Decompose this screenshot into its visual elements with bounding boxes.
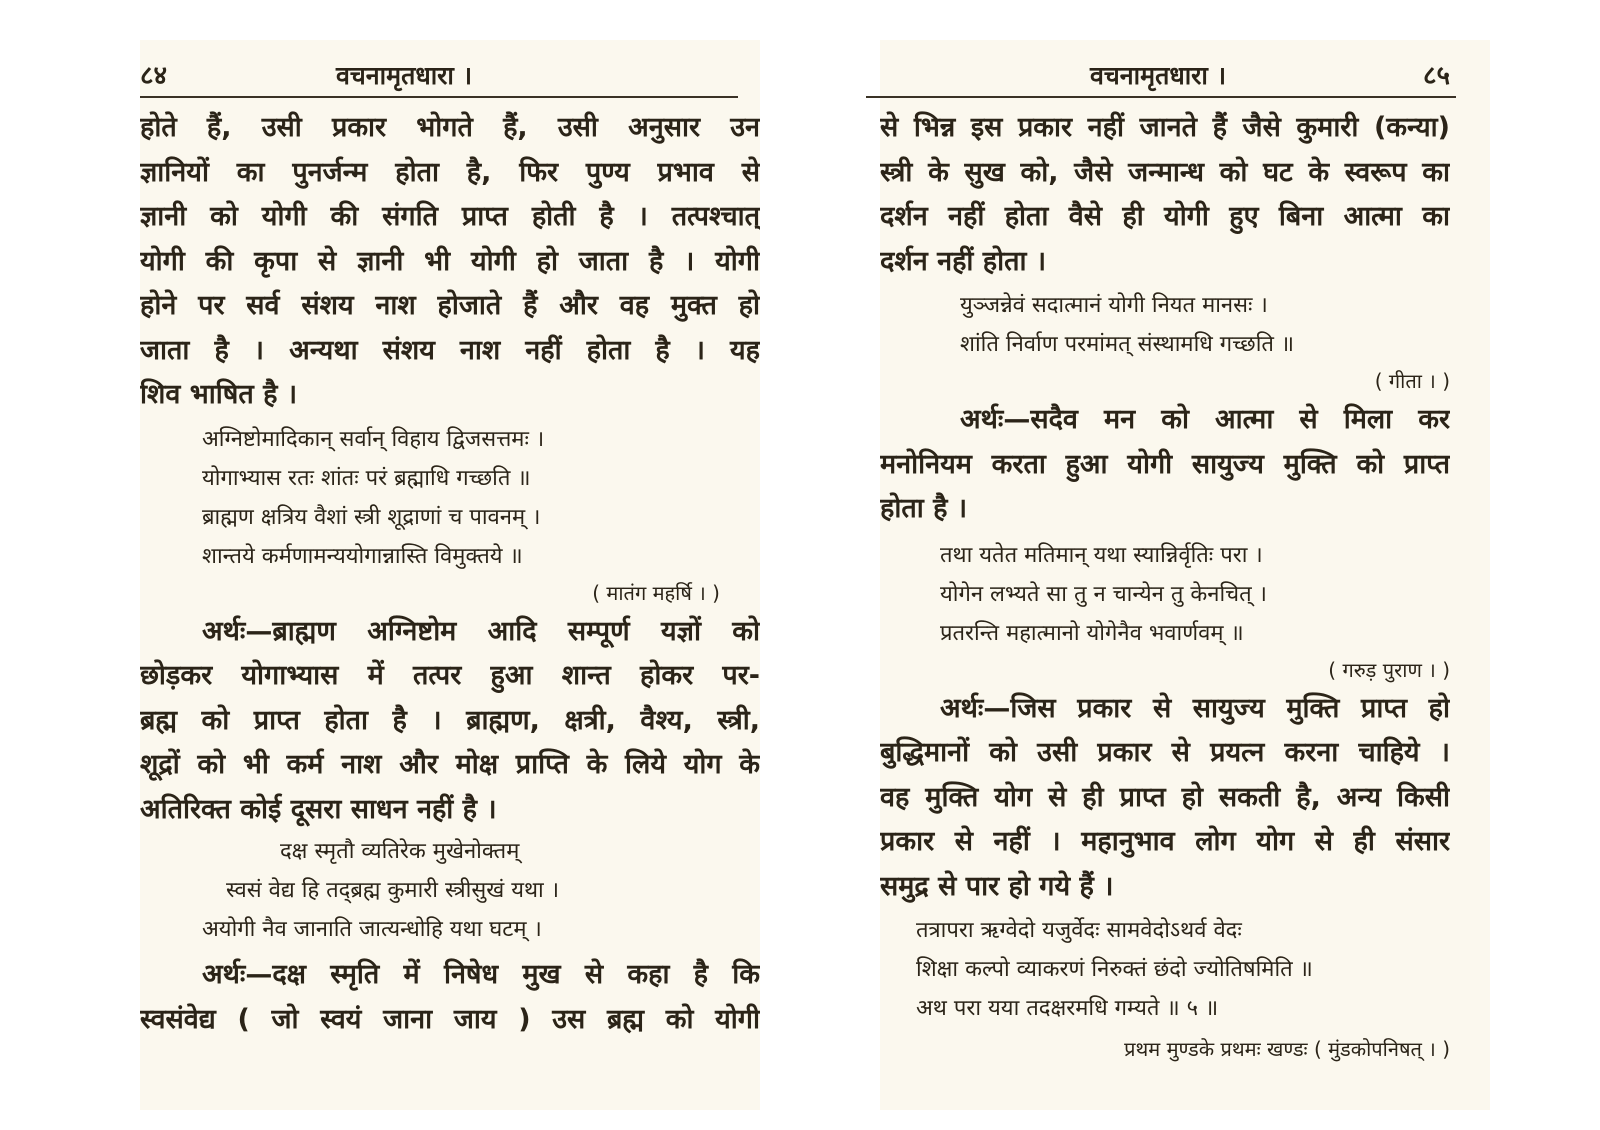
right-page-header: [880, 56, 1490, 96]
verse-line: प्रतरन्ति महात्मानो योगेनैव भवार्णवम् ॥: [940, 620, 1244, 646]
text-line: अर्थः—दक्ष स्मृति में निषेध मुख से कहा है कि: [202, 959, 760, 990]
verse-line: शिक्षा कल्पो व्याकरणं निरुक्तं छंदो ज्योतिषमिति ॥: [916, 957, 1313, 982]
sanskrit-verse: [140, 420, 760, 576]
verse-heading: दक्ष स्मृतौ व्यतिरेक मुखेनोक्तम्: [280, 839, 520, 864]
running-title: वचनामृतधारा ।: [1090, 61, 1227, 90]
text-line: अतिरिक्त कोई दूसरा साधन नहीं है ।: [140, 793, 497, 825]
text-line: होता है ।: [880, 493, 968, 524]
right-page-body: [880, 106, 1450, 1066]
verse-line: अयोगी नैव जानाति जात्यन्धोहि यथा घटम् ।: [202, 917, 542, 942]
text-line: वह मुक्ति योग से ही प्राप्त हो सकती है, अन्य किसी: [880, 781, 1450, 813]
text-line: अर्थः—सदैव मन को आत्मा से मिला कर: [960, 404, 1450, 435]
verse-line: अथ परा यया तदक्षरमधि गम्यते ॥ ५ ॥: [916, 996, 1219, 1021]
text-line: प्रकार से नहीं । महानुभाव लोग योग से ही संसार: [880, 826, 1450, 857]
right-page: [880, 40, 1490, 1110]
text-line: शूद्रों को भी कर्म नाश और मोक्ष प्राप्ति के लिये योग के: [140, 749, 760, 780]
verse-line: युञ्जन्नेवं सदात्मानं योगी नियत मानसः ।: [960, 293, 1268, 318]
paragraph: [880, 106, 1450, 284]
verse-line: ब्राह्मण क्षत्रिय वैशां स्त्री शूद्राणां च पावनम् ।: [202, 504, 541, 530]
verse-line: अग्निष्टोमादिकान् सर्वान् विहाय द्विजसत्तमः ।: [202, 426, 545, 452]
verse-line: तथा यतेत मतिमान् यथा स्यान्निर्वृतिः परा ।: [940, 542, 1263, 568]
citation: प्रथम मुण्डके प्रथमः खण्डः ( मुंडकोपनिषत् । ): [1124, 1037, 1450, 1061]
verse-line: शान्तये कर्मणामन्ययोगान्नास्ति विमुक्तये ॥: [202, 543, 523, 569]
paragraph: [140, 106, 760, 418]
meaning-paragraph: [880, 687, 1450, 910]
text-line: जाता है । अन्यथा संशय नाश नहीं होता है । यह: [140, 334, 760, 366]
text-line: समुद्र से पार हो गये हैं ।: [880, 870, 1114, 902]
text-line: शिव भाषित है ।: [140, 379, 298, 410]
verse-line: योगाभ्यास रतः शांतः परं ब्रह्माधि गच्छति ॥: [202, 465, 531, 491]
text-line: बुद्धिमानों को उसी प्रकार से प्रयत्न करना चाहिये ।: [880, 737, 1450, 768]
text-line: होने पर सर्व संशय नाश होजाते हैं और वह मुक्त हो: [140, 290, 760, 321]
text-line: ज्ञानियों का पुनर्जन्म होता है, फिर पुण्य प्रभाव से: [140, 156, 760, 188]
verse-line: तत्रापरा ऋग्वेदो यजुर्वेदः सामवेदोऽथर्व वेदः: [916, 918, 1242, 943]
text-line: छोड़कर योगाभ्यास में तत्पर हुआ शान्त होकर पर-: [140, 660, 760, 691]
sanskrit-verse: [880, 536, 1450, 653]
text-line: स्त्री के सुख को, जैसे जन्मान्ध को घट के स्वरूप का: [880, 156, 1450, 188]
citation: ( मातंग महर्षि । ): [592, 580, 720, 605]
text-line: से भिन्न इस प्रकार नहीं जानते हैं जैसे कुमारी (कन्या): [880, 112, 1450, 143]
citation: ( गरुड़ पुराण । ): [1328, 657, 1450, 682]
text-line: अर्थः—जिस प्रकार से सायुज्य मुक्ति प्राप्त हो: [940, 692, 1450, 724]
text-line: अर्थः—ब्राह्मण अग्निष्टोम आदि सम्पूर्ण यज्ञों को: [202, 615, 760, 647]
left-page: [140, 40, 760, 1110]
text-line: ब्रह्म को प्राप्त होता है । ब्राह्मण, क्षत्री, वैश्य, स्त्री,: [140, 704, 760, 736]
page-number: ८५: [1422, 61, 1450, 91]
sanskrit-verse: [880, 911, 1450, 1028]
verse-line: शांति निर्वाण परमांमत् संस्थामधि गच्छति ॥: [960, 332, 1295, 357]
meaning-paragraph: [140, 953, 760, 1042]
header-rule: [866, 96, 1456, 98]
page-number: ८४: [140, 61, 168, 91]
text-line: मनोनियम करता हुआ योगी सायुज्य मुक्ति को प्राप्त: [880, 448, 1450, 480]
header-rule: [140, 96, 738, 98]
left-page-header: [140, 56, 760, 96]
text-line: दर्शन नहीं होता वैसे ही योगी हुए बिना आत्मा का: [880, 201, 1450, 232]
text-line: ज्ञानी को योगी की संगति प्राप्त होती है । तत्पश्चात्: [140, 201, 760, 232]
verse-line: योगेन लभ्यते सा तु न चान्येन तु केनचित् ।: [940, 581, 1268, 607]
running-title: वचनामृतधारा ।: [336, 61, 473, 90]
citation: ( गीता । ): [1374, 369, 1450, 393]
meaning-paragraph: [880, 398, 1450, 532]
sanskrit-verse: [140, 832, 760, 949]
text-line: योगी की कृपा से ज्ञानी भी योगी हो जाता है । योगी: [140, 245, 760, 277]
left-page-body: [140, 106, 760, 1042]
text-line: स्वसंवेद्य ( जो स्वयं जाना जाय ) उस ब्रह्म को योगी: [140, 1003, 760, 1035]
verse-line: स्वसं वेद्य हि तद्ब्रह्म कुमारी स्त्रीसुखं यथा ।: [226, 878, 560, 903]
text-line: दर्शन नहीं होता ।: [880, 245, 1047, 277]
meaning-paragraph: [140, 610, 760, 833]
text-line: होते हैं, उसी प्रकार भोगते हैं, उसी अनुसार उन: [140, 112, 760, 143]
sanskrit-verse: [880, 286, 1450, 364]
